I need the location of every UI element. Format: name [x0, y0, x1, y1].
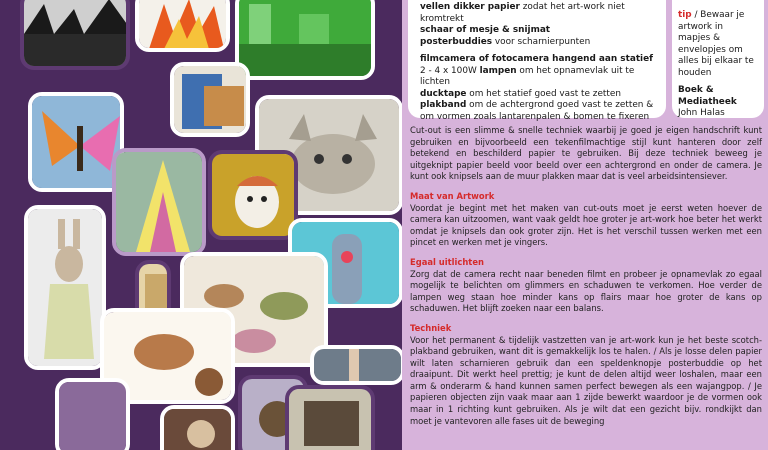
materials-line5-pre: 2 - 4 x 100W — [420, 65, 480, 76]
butterfly-image — [32, 96, 124, 192]
paper-cutout-image — [174, 66, 250, 137]
thumb-bottom-mid — [160, 405, 235, 450]
materials-line3-bold: posterbuddies — [420, 36, 493, 47]
thumb-collage-figure — [112, 148, 206, 256]
thumb-paper-cutout — [170, 62, 250, 137]
materials-line7-bold: plakband — [420, 100, 467, 110]
materials-line1-rest: zodat het art-work niet kromtrekt — [420, 2, 625, 24]
thumb-bottom-left — [55, 378, 130, 450]
thumb-silhouette-forest — [20, 0, 130, 70]
paragraph-egaal-uitlichten: Zorg dat de camera recht naar beneden filmt en probeer je opnamevlak zo egaal mogelijk te belichten om glimmers en schaduwen te verkomen. Hoe verder de lampen weg staan hoe minder kans op flairs maar hoe groter de kans op schaduwen. Het blijft zoeken naar een balans. — [410, 268, 762, 314]
paragraph-maat-van-artwork: Voordat je begint met het maken van cut-outs moet je eerst weten hoever de camera kan uitzoomen, want vaak geldt hoe groter je art-work hoe beter het werkt omdat je knipsels dan ook groter zijn. Het is het verschil tussen werken met een pincet en werken met je vingers. — [410, 202, 762, 248]
rabbit-image — [28, 209, 106, 370]
materials-line2-bold: schaar of mesje & snijmat — [420, 25, 551, 35]
book-label: Boek & Mediatheek — [678, 85, 737, 107]
thumb-face — [208, 150, 298, 240]
heading-maat-van-artwork: Maat van Artwork — [410, 190, 495, 201]
tip-box — [672, 0, 764, 118]
materials-line6-bold: ducktape — [420, 88, 467, 99]
thumb-tv — [285, 385, 375, 450]
materials-box — [408, 0, 666, 122]
materials-line6-rest: om het statief goed vast te zetten — [466, 88, 621, 99]
paragraph-techniek: Voor het permanent & tijdelijk vastzetten van je art-work kun je het beste scotch-plakband gebruiken, want dit is gemakkelijk los te halen. / Als je losse delen papier wilt laten scharnieren gebruik dan een speldenknopje posterbuddie op het draaipunt. Dit werkt heel prettig; je kunt de delen altijd weer loshalen, maar een arm & onderarm & hand kunnen samen perfect bewegen als een wajangpop. / Je papieren objecten zijn vaak maar aan 1 zijde bewerkt waardoor je de vormen ook maar in 1 richting kunt gebruiken. Als je wilt dat een gezicht bijv. rondkijkt dan moet je vantevoren alle fases uit de beweging — [410, 334, 762, 426]
materials-line1-bold: vellen dikker papier — [420, 2, 520, 12]
materials-line5-rest: om het opnamevlak uit te lichten — [420, 65, 635, 87]
materials-line8: om vormen zoals lantarenpalen & bomen te fixeren — [420, 111, 650, 122]
collage-figure-image — [116, 152, 206, 256]
thumb-green-scene — [235, 0, 375, 80]
heading-egaal-uitlichten: Egaal uitlichten — [410, 256, 484, 267]
intro-paragraph: Cut-out is een slimme & snelle techniek waarbij je goed je eigen handschrift kunt gebruiken en bijvoorbeeld een tekenfilmachtige stijl kunt hanteren door zelf betekend en beschilderd papier te gebruiken. Bij deze techniek beweeg je uitgeknipt papier beeld voor beeld over een achtergrond en onder de camera. Je kunt ook knipsels aan de muur plakken maar dat is veel arbeidsintensiever. — [410, 125, 762, 182]
materials-line7-rest: om de achtergrond goed vast te zetten & — [466, 100, 654, 110]
article-body — [410, 125, 762, 435]
fire-image — [139, 0, 230, 52]
face-image — [212, 154, 298, 240]
heading-techniek: Techniek — [410, 322, 452, 333]
legs-image — [314, 349, 405, 385]
bottom-left-image — [59, 382, 130, 450]
book-author: John Halas — [678, 108, 725, 118]
thumb-rabbit — [24, 205, 106, 370]
bottom-mid-image — [164, 409, 235, 450]
thumb-fire — [135, 0, 230, 52]
materials-line5-bold: lampen — [479, 65, 517, 76]
tv-image — [289, 389, 375, 450]
materials-line3-rest: voor scharnierpunten — [492, 36, 591, 47]
thumb-butterfly — [28, 92, 124, 192]
tip-label: tip — [678, 10, 692, 20]
materials-line4-bold: filmcamera of fotocamera hangend aan statief — [420, 54, 653, 64]
tip-text: / Bewaar je artwork in mapjes & envelopjes om alles bij elkaar te houden — [678, 10, 754, 78]
green-scene-image — [239, 0, 375, 80]
thumb-legs — [310, 345, 405, 385]
silhouette-forest-image — [24, 0, 130, 70]
